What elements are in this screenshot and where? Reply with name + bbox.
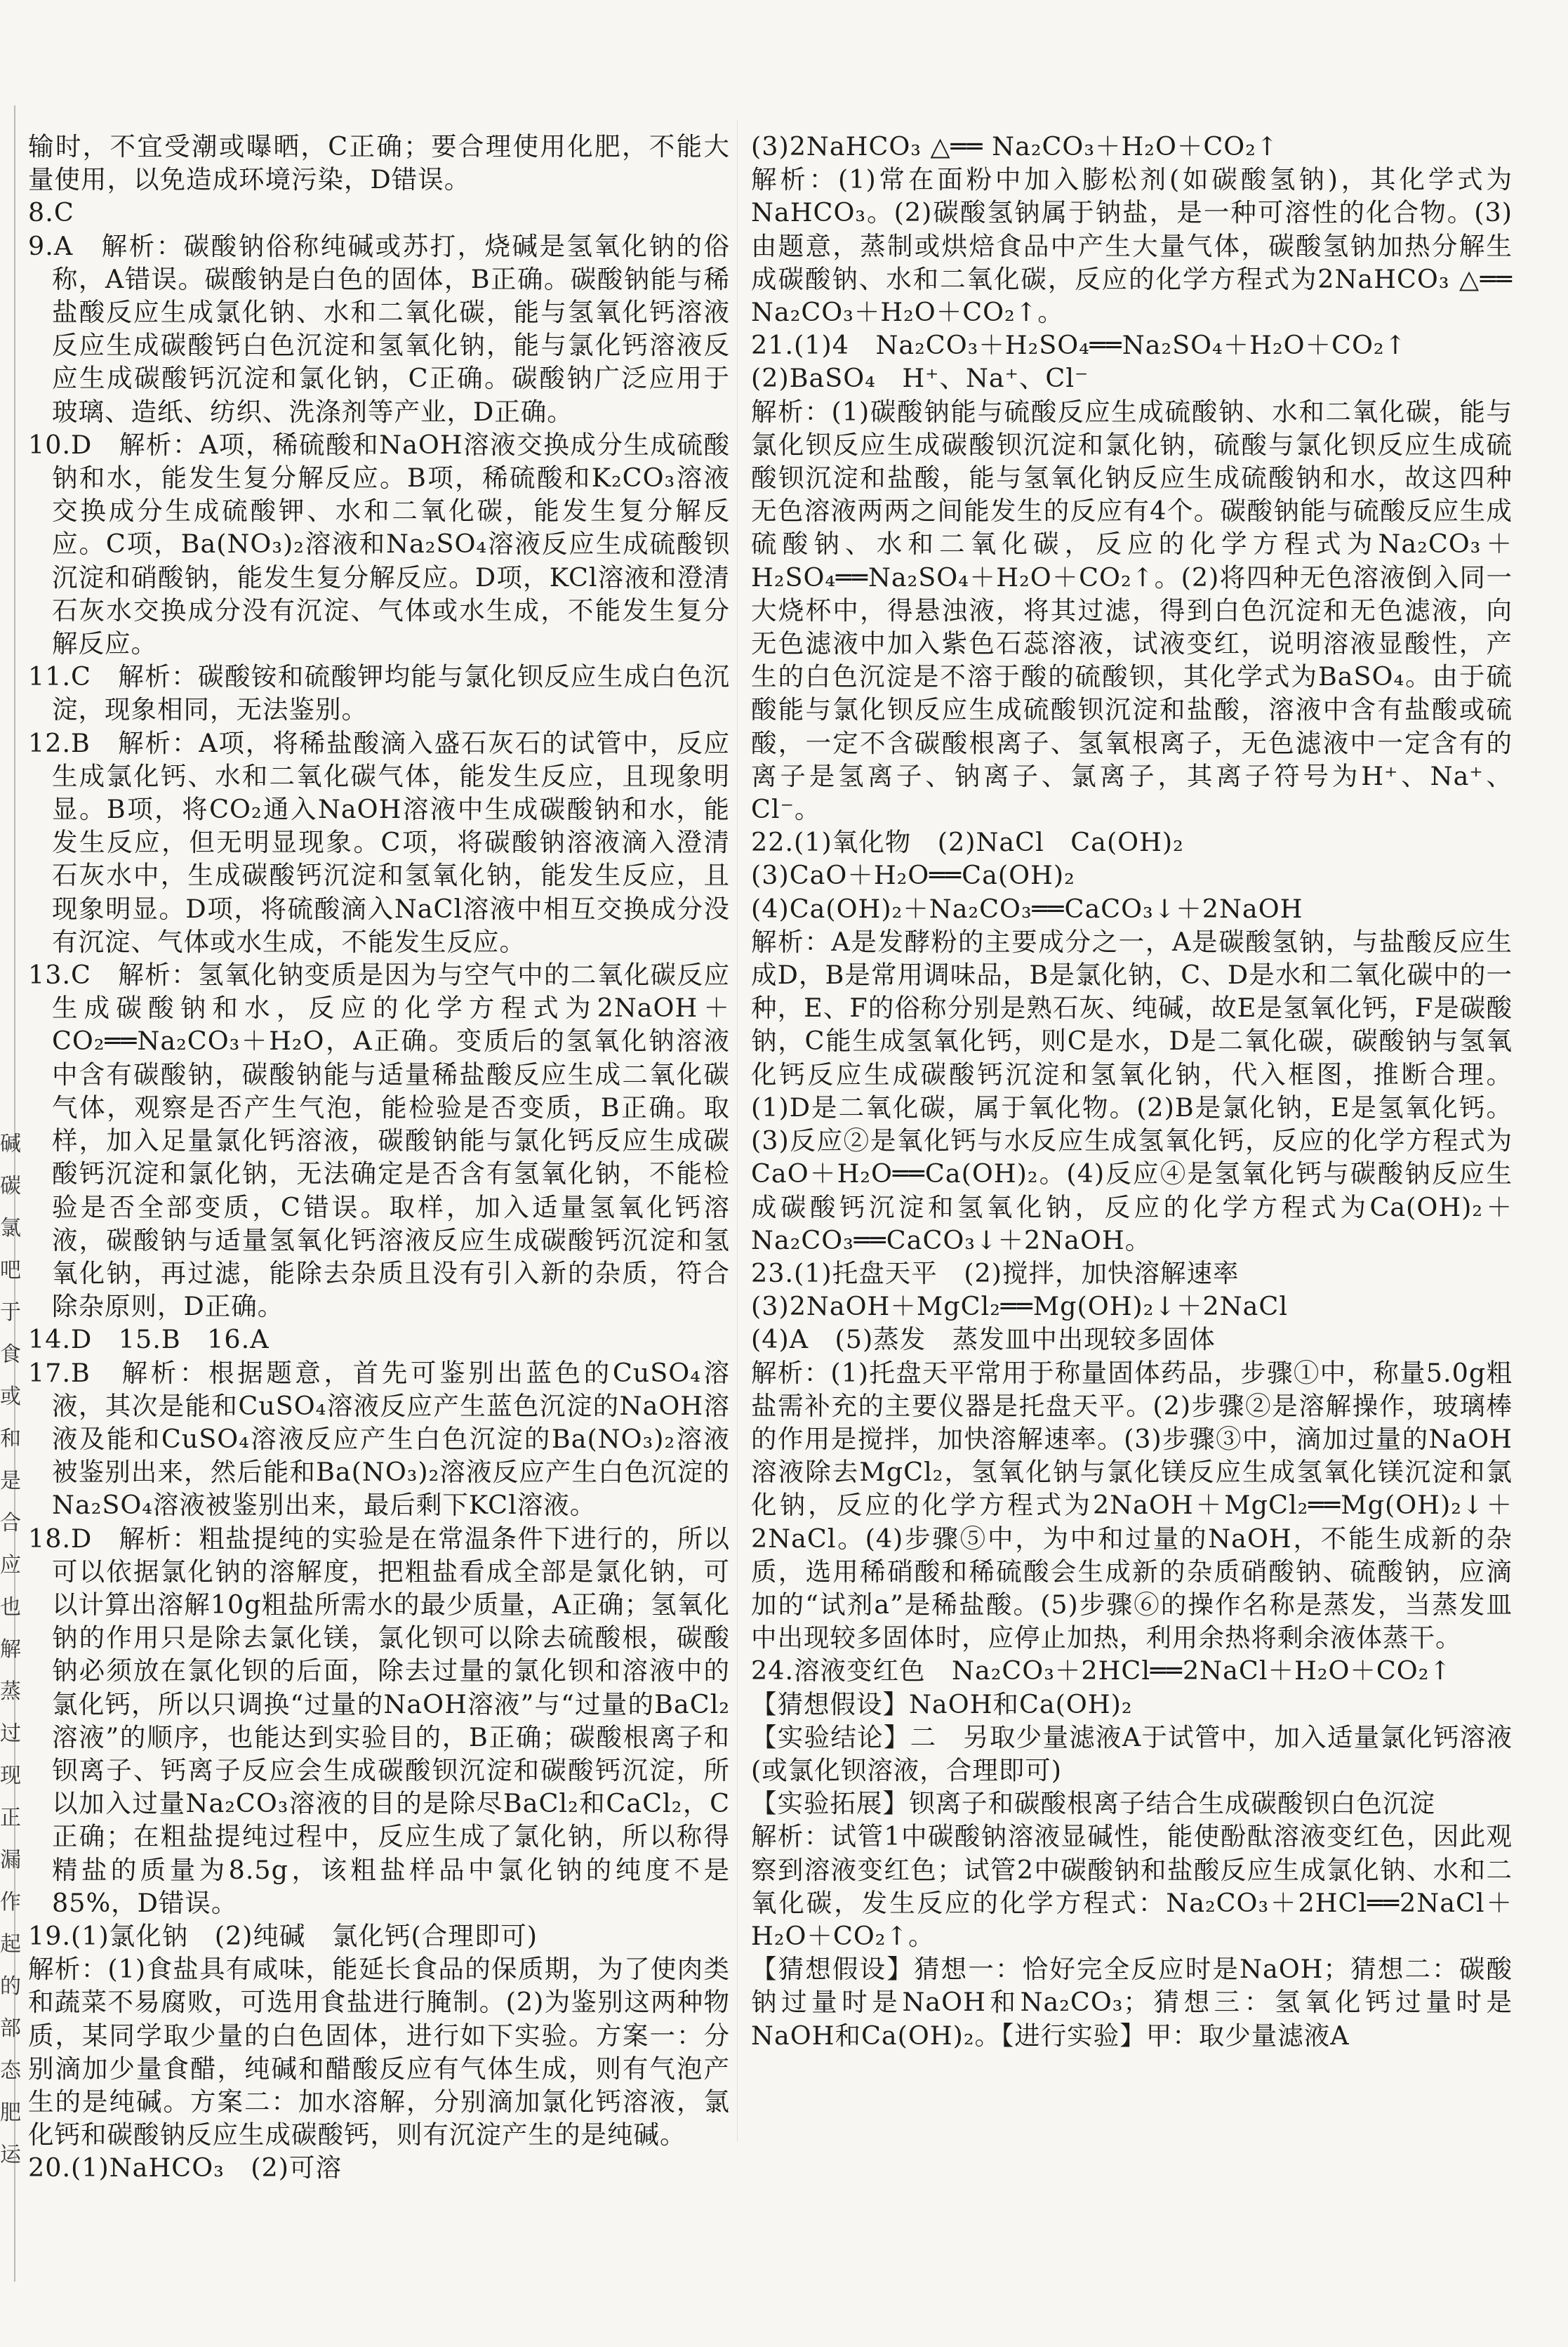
edge-char: 运 <box>0 2143 21 2167</box>
edge-char: 肥 <box>0 2101 21 2125</box>
answer-10: 10.D 解析：A项，稀硫酸和NaOH溶液交换成分生成硫酸钠和水，能发生复分解反应。B项，稀硫酸和K₂CO₃溶液交换成分生成硫酸钾、水和二氧化碳，能发生复分解反应。C项，Ba(NO₃)₂溶液和Na₂SO₄溶液反应生成硫酸钡沉淀和硝酸钠，能发生复分解反应。D项，KCl溶液和澄清石灰水交换成分没有沉淀、气体或水生成，不能发生复分解反应。 <box>28 429 730 659</box>
edge-char: 起 <box>0 1932 21 1957</box>
answer-24-conclusion: 【实验结论】二 另取少量滤液A于试管中，加入适量氯化钙溶液(或氯化钡溶液，合理即可) <box>751 1721 1513 1785</box>
edge-char: 合 <box>0 1511 21 1535</box>
answer-22-1: 22.(1)氧化物 (2)NaCl Ca(OH)₂ <box>751 827 1184 858</box>
edge-char: 态 <box>0 2058 21 2083</box>
answer-23-1: 23.(1)托盘天平 (2)搅拌，加快溶解速率 <box>751 1257 1240 1288</box>
edge-char: 是 <box>0 1469 21 1493</box>
answer-23-4: (4)A (5)蒸发 蒸发皿中出现较多固体 <box>751 1324 1216 1355</box>
answer-20: 20.(1)NaHCO₃ (2)可溶 <box>28 2153 342 2183</box>
edge-char: 解 <box>0 1637 21 1662</box>
edge-char: 也 <box>0 1595 21 1620</box>
edge-char: 于 <box>0 1300 21 1325</box>
edge-char: 或 <box>0 1384 21 1409</box>
answer-20-3: (3)2NaHCO₃ △══ Na₂CO₃＋H₂O＋CO₂↑ <box>751 131 1279 161</box>
answer-21-analysis: 解析：(1)碳酸钠能与硫酸反应生成硫酸钠、水和二氧化碳，能与氯化钡反应生成碳酸钡沉淀和氯化钠，硫酸与氯化钡反应生成硫酸钡沉淀和盐酸，能与氢氧化钠反应生成硫酸钠和水，故这四种无色溶液两两之间能发生的反应有4个。碳酸钠能与硫酸反应生成硫酸钠、水和二氧化碳，反应的化学方程式为Na₂CO₃＋H₂SO₄══Na₂SO₄＋H₂O＋CO₂↑。(2)将四种无色溶液倒入同一大烧杯中，得悬浊液，将其过滤，得到白色沉淀和无色滤液，向无色滤液中加入紫色石蕊溶液，试液变红，说明溶液显酸性，产生的白色沉淀是不溶于酸的硫酸钡，其化学式为BaSO₄。由于硫酸能与氯化钡反应生成硫酸钡沉淀和盐酸，溶液中含有盐酸或硫酸，一定不含碳酸根离子、氢氧根离子，无色滤液中一定含有的离子是氢离子、钠离子、氯离子，其离子符号为H⁺、Na⁺、Cl⁻。 <box>751 396 1513 825</box>
answer-19: 19.(1)氯化钠 (2)纯碱 氯化钙(合理即可) <box>28 1920 538 1951</box>
answer-24-hypothesis: 【猜想假设】NaOH和Ca(OH)₂ <box>751 1688 1133 1719</box>
edge-char: 应 <box>0 1553 21 1578</box>
answer-14-16: 14.D 15.B 16.A <box>28 1324 270 1355</box>
edge-char: 蒸 <box>0 1679 21 1704</box>
column-divider <box>737 119 738 2141</box>
edge-char: 现 <box>0 1764 21 1788</box>
answer-23-3: (3)2NaOH＋MgCl₂══Mg(OH)₂↓＋2NaCl <box>751 1291 1289 1322</box>
edge-char: 食 <box>0 1342 21 1367</box>
answer-13: 13.C 解析：氢氧化钠变质是因为与空气中的二氧化碳反应生成碳酸钠和水，反应的化学方程式为2NaOH＋CO₂══Na₂CO₃＋H₂O，A正确。变质后的氢氧化钠溶液中含有碳酸钠，碳酸钠能与适量稀盐酸反应生成二氧化碳气体，观察是否产生气泡，能检验是否变质，B正确。取样，加入足量氯化钙溶液，碳酸钠能与氯化钙反应生成碳酸钙沉淀和氯化钠，无法确定是否含有氢氧化钠，不能检验是否全部变质，C错误。取样，加入适量氢氧化钙溶液，碳酸钠与适量氢氧化钙溶液反应生成碳酸钙沉淀和氢氧化钠，再过滤，能除去杂质且没有引入新的杂质，符合除杂原则，D正确。 <box>28 960 730 1322</box>
answer-18: 18.D 解析：粗盐提纯的实验是在常温条件下进行的，所以可以依据氯化钠的溶解度，把粗盐看成全部是氯化钠，可以计算出溶解10g粗盐所需水的最少质量，A正确；氢氧化钠的作用只是除去氯化镁，氯化钡可以除去硫酸根，碳酸钠必须放在氯化钡的后面，除去过量的氯化钡和溶液中的氯化钙，所以只调换“过量的NaOH溶液”与“过量的BaCl₂溶液”的顺序，也能达到实验目的，B正确；碳酸根离子和钡离子、钙离子反应会生成碳酸钡沉淀和碳酸钙沉淀，所以加入过量Na₂CO₃溶液的目的是除尽BaCl₂和CaCl₂，C正确；在粗盐提纯过程中，反应生成了氯化钠，所以称得精盐的质量为8.5g，该粗盐样品中氯化钠的纯度不是85%，D错误。 <box>28 1523 730 1918</box>
answer-20-analysis: 解析：(1)常在面粉中加入膨松剂(如碳酸氢钠)，其化学式为NaHCO₃。(2)碳酸氢钠属于钠盐，是一种可溶性的化合物。(3)由题意，蒸制或烘焙食品中产生大量气体，碳酸氢钠加热分解生成碳酸钠、水和二氧化碳，反应的化学方程式为2NaHCO₃ △══ Na₂CO₃＋H₂O＋CO₂↑。 <box>751 164 1513 328</box>
answer-12: 12.B 解析：A项，将稀盐酸滴入盛石灰石的试管中，反应生成氯化钙、水和二氧化碳气体，能发生反应，且现象明显。B项，将CO₂通入NaOH溶液中生成碳酸钠和水，能发生反应，但无明显现象。C项，将碳酸钠溶液滴入澄清石灰水中，生成碳酸钙沉淀和氢氧化钠，能发生反应，且现象明显。D项，将硫酸滴入NaCl溶液中相互交换成分没有沉淀、气体或水生成，不能发生反应。 <box>28 727 730 957</box>
edge-char: 漏 <box>0 1848 21 1872</box>
edge-char: 的 <box>0 1974 21 1999</box>
edge-char: 碱 <box>0 1132 21 1156</box>
left-column <box>28 130 730 2185</box>
edge-char: 氯 <box>0 1216 21 1241</box>
edge-char: 正 <box>0 1806 21 1830</box>
answer-11: 11.C 解析：碳酸铵和硫酸钾均能与氯化钡反应生成白色沉淀，现象相同，无法鉴别。 <box>28 661 730 725</box>
edge-char: 部 <box>0 2016 21 2041</box>
edge-char: 过 <box>0 1721 21 1746</box>
answer-22-3: (3)CaO＋H₂O══Ca(OH)₂ <box>751 860 1075 891</box>
answer-19-analysis: 解析：(1)食盐具有咸味，能延长食品的保质期，为了使肉类和蔬菜不易腐败，可选用食盐进行腌制。(2)为鉴别这两种物质，某同学取少量的白色固体，进行如下实验。方案一：分别滴加少量食醋，纯碱和醋酸反应有气体生成，则有气泡产生的是纯碱。方案二：加水溶解，分别滴加氯化钙溶液，氯化钙和碳酸钠反应生成碳酸钙，则有沉淀产生的是纯碱。 <box>28 1954 730 2150</box>
answer-text: 输时，不宜受潮或曝晒，C正确；要合理使用化肥，不能大量使用，以免造成环境污染，D错误。 <box>28 131 730 195</box>
edge-char: 碳 <box>0 1174 21 1198</box>
answer-22-4: (4)Ca(OH)₂＋Na₂CO₃══CaCO₃↓＋2NaOH <box>751 893 1303 924</box>
answer-24-guess: 【猜想假设】猜想一：恰好完全反应时是NaOH；猜想二：碳酸钠过量时是NaOH和Na₂CO₃；猜想三：氢氧化钙过量时是NaOH和Ca(OH)₂。【进行实验】甲：取少量滤液A <box>751 1954 1513 2051</box>
answer-24-extension: 【实验拓展】钡离子和碳酸根离子结合生成碳酸钡白色沉淀 <box>751 1788 1435 1819</box>
edge-char: 和 <box>0 1427 21 1451</box>
edge-char: 作 <box>0 1890 21 1915</box>
edge-char: 吧 <box>0 1258 21 1283</box>
answer-8: 8.C <box>28 197 74 228</box>
edge-characters <box>0 1123 21 2176</box>
answer-22-analysis: 解析：A是发酵粉的主要成分之一，A是碳酸氢钠，与盐酸反应生成D，B是常用调味品，B是氯化钠，C、D是水和二氧化碳中的一种，E、F的俗称分别是熟石灰、纯碱，故E是氢氧化钙，F是碳酸钠，C能生成氢氧化钙，则C是水，D是二氧化碳，碳酸钠与氢氧化钙反应生成碳酸钙沉淀和氢氧化钠，代入框图，推断合理。(1)D是二氧化碳，属于氧化物。(2)B是氯化钠，E是氢氧化钙。(3)反应②是氧化钙与水反应生成氢氧化钙，反应的化学方程式为CaO＋H₂O══Ca(OH)₂。(4)反应④是氢氧化钙与碳酸钠反应生成碳酸钙沉淀和氢氧化钠，反应的化学方程式为Ca(OH)₂＋Na₂CO₃══CaCO₃↓＋2NaOH。 <box>751 926 1513 1255</box>
right-column <box>751 130 1513 2052</box>
answer-9: 9.A 解析：碳酸钠俗称纯碱或苏打，烧碱是氢氧化钠的俗称，A错误。碳酸钠是白色的固体，B正确。碳酸钠能与稀盐酸反应生成氯化钠、水和二氧化碳，能与氢氧化钙溶液反应生成碳酸钙白色沉淀和氢氧化钠，能与氯化钙溶液反应生成碳酸钙沉淀和氯化钠，C正确。碳酸钠广泛应用于玻璃、造纸、纺织、洗涤剂等产业，D正确。 <box>28 230 730 427</box>
answer-23-analysis: 解析：(1)托盘天平常用于称量固体药品，步骤①中，称量5.0g粗盐需补充的主要仪器是托盘天平。(2)步骤②是溶解操作，玻璃棒的作用是搅拌，加快溶解速率。(3)步骤③中，滴加过量的NaOH溶液除去MgCl₂，氢氧化钠与氯化镁反应生成氢氧化镁沉淀和氯化钠，反应的化学方程式为2NaOH＋MgCl₂══Mg(OH)₂↓＋2NaCl。(4)步骤⑤中，为中和过量的NaOH，不能生成新的杂质，选用稀硝酸和稀硫酸会生成新的杂质硝酸钠、硫酸钠，应滴加的“试剂a”是稀盐酸。(5)步骤⑥的操作名称是蒸发，当蒸发皿中出现较多固体时，应停止加热，利用余热将剩余液体蒸干。 <box>751 1357 1513 1653</box>
answer-21-1: 21.(1)4 Na₂CO₃＋H₂SO₄══Na₂SO₄＋H₂O＋CO₂↑ <box>751 330 1407 361</box>
answer-17: 17.B 解析：根据题意，首先可鉴别出蓝色的CuSO₄溶液，其次是能和CuSO₄溶液反应产生蓝色沉淀的NaOH溶液及能和CuSO₄溶液反应产生白色沉淀的Ba(NO₃)₂溶液被鉴别出来，然后能和Ba(NO₃)₂溶液反应产生白色沉淀的Na₂SO₄溶液被鉴别出来，最后剩下KCl溶液。 <box>28 1357 730 1521</box>
answer-21-2: (2)BaSO₄ H⁺、Na⁺、Cl⁻ <box>751 363 1089 394</box>
answer-24: 24.溶液变红色 Na₂CO₃＋2HCl══2NaCl＋H₂O＋CO₂↑ <box>751 1655 1451 1686</box>
answer-24-analysis: 解析：试管1中碳酸钠溶液显碱性，能使酚酞溶液变红色，因此观察到溶液变红色；试管2中碳酸钠和盐酸反应生成氯化钠、水和二氧化碳，发生反应的化学方程式：Na₂CO₃＋2HCl══2NaCl＋H₂O＋CO₂↑。 <box>751 1821 1513 1951</box>
